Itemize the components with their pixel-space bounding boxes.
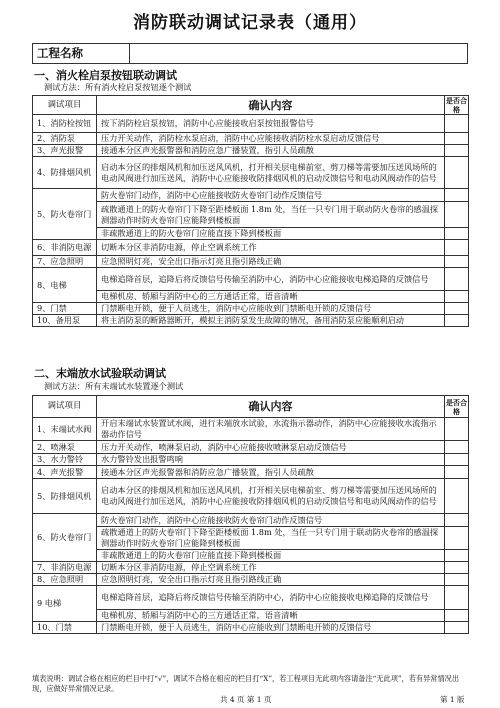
- pass-cell[interactable]: [445, 303, 469, 315]
- item-cell: 7、非消防电源: [33, 562, 97, 574]
- content-cell: 应急照明灯亮，安全出口指示灯亮且指引路线正确: [97, 256, 445, 268]
- item-cell: 2、消防泵: [33, 133, 97, 145]
- item-cell: 8、应急照明: [33, 574, 97, 586]
- item-cell: 7、应急照明: [33, 256, 97, 268]
- table-row: [33, 466, 469, 479]
- content-cell: 按下消防栓启泵按钮，消防中心应能接收启泵按钮报警信号: [97, 115, 445, 133]
- pass-cell[interactable]: [445, 145, 469, 157]
- content-cell: 非疏散通道上的防火卷帘门应能直接下降到楼板面: [97, 228, 445, 240]
- item-cell: 10、备用泵: [33, 315, 97, 327]
- table-row: [33, 315, 469, 327]
- pass-cell[interactable]: [445, 622, 469, 634]
- table-row: [33, 622, 469, 634]
- table-row: [33, 550, 469, 562]
- table-row: [33, 202, 469, 228]
- section1-table: [32, 95, 469, 327]
- pass-cell[interactable]: [445, 527, 469, 550]
- footnote: 填表说明：调试合格在相应的栏目中打“√”，调试不合格在相应的栏目打“X”，若工程项目无此项内容请备注“无此项”，若有异常情况出现，应做好异常情况记录。: [32, 674, 460, 693]
- pass-cell[interactable]: [445, 562, 469, 574]
- header-item: 调试项目: [33, 96, 97, 115]
- section1-heading: 一、消火栓启泵按钮联动调试: [34, 69, 177, 82]
- table-row: [33, 256, 469, 268]
- pass-cell[interactable]: [445, 441, 469, 454]
- content-cell: 接通本分区声光报警器和消防应急广播装置，指引人员疏散: [97, 145, 445, 157]
- table-row: [33, 479, 469, 514]
- table-row: [33, 145, 469, 157]
- pass-cell[interactable]: [445, 202, 469, 228]
- content-cell: 启动本分区的排烟风机和加压送风风机，打开相关层电梯前室、剪刀梯等需要加压送风场所的电动风阀进行加压送风，消防中心应能接收防排烟风机的启动反馈信号和电动风阀动作的信号: [97, 157, 445, 189]
- table-row: [33, 228, 469, 240]
- content-cell: 切断本分区非消防电源，停止空调系统工作: [97, 240, 445, 256]
- header-item: 调试项目: [33, 396, 97, 418]
- pass-cell[interactable]: [445, 228, 469, 240]
- table-row: [33, 157, 469, 189]
- content-cell: 水力警铃发出报警鸣响: [97, 454, 445, 466]
- pass-cell[interactable]: [445, 240, 469, 256]
- content-cell: 门禁断电开锁，便于人员逃生，消防中心应能收到门禁断电开锁的反馈信号: [97, 622, 445, 634]
- table-row: [33, 418, 469, 441]
- pass-cell[interactable]: [445, 610, 469, 622]
- content-cell: 电梯追降首层，追降后将反馈信号传输至消防中心，消防中心应能接收电梯追降的反馈信号: [97, 586, 445, 610]
- content-cell: 接通本分区声光报警器和消防应急广播装置，指引人员疏散: [97, 466, 445, 479]
- section2-method: 测试方法：所有末端试水装置逐个测试: [44, 381, 184, 391]
- project-label: 工程名称: [33, 44, 130, 64]
- item-cell: 10、门禁: [33, 622, 97, 634]
- pass-cell[interactable]: [445, 115, 469, 133]
- item-cell: 9 电梯: [33, 586, 97, 622]
- pass-cell[interactable]: [445, 418, 469, 441]
- pass-cell[interactable]: [445, 133, 469, 145]
- table-row: [33, 303, 469, 315]
- item-cell: 9、门禁: [33, 303, 97, 315]
- item-cell: 4、防排烟风机: [33, 157, 97, 189]
- content-cell: 电梯机房、轿厢与消防中心的三方通话正常，语音清晰: [97, 610, 445, 622]
- page-title: 消防联动调试记录表（通用）: [133, 13, 367, 33]
- item-cell: 6、防火卷帘门: [33, 514, 97, 562]
- project-table: [32, 43, 468, 64]
- header-pass: 是否合格: [446, 397, 467, 416]
- table-row: [33, 527, 469, 550]
- content-cell: 门禁断电开锁，便于人员逃生，消防中心应能收到门禁断电开锁的反馈信号: [97, 303, 445, 315]
- table-row: [33, 115, 469, 133]
- content-cell: 压力开关动作，消防栓水泵启动，消防中心应能接收消防栓水泵启动反馈信号: [97, 133, 445, 145]
- content-cell: 疏散通道上的防火卷帘门下降至距楼板面 1.8m 处，当任一只专门用于联动防火卷帘的感温探测器动作时防火卷帘门应能降到楼板面: [97, 202, 445, 228]
- section2-table: [32, 395, 469, 634]
- table-row: [33, 562, 469, 574]
- item-cell: 1、消防栓按钮: [33, 115, 97, 133]
- content-cell: 防火卷帘门动作，消防中心应能接收防火卷帘门动作反馈信号: [97, 514, 445, 527]
- item-cell: 2、喷淋泵: [33, 441, 97, 454]
- pass-cell[interactable]: [445, 466, 469, 479]
- table-row: [33, 586, 469, 610]
- project-value[interactable]: [130, 44, 468, 64]
- pass-cell[interactable]: [445, 315, 469, 327]
- content-cell: 疏散通道上的防火卷帘门下降至距楼板面 1.8m 处，当任一只专门用于联动防火卷帘的感温探测器动作时防火卷帘门应能降到楼板面: [97, 527, 445, 550]
- content-cell: 应急照明灯亮，安全出口指示灯亮且指引路线正确: [97, 574, 445, 586]
- item-cell: 4、声光报警: [33, 466, 97, 479]
- pass-cell[interactable]: [445, 514, 469, 527]
- table-row: [33, 514, 469, 527]
- table-row: [33, 189, 469, 202]
- content-cell: 电梯追降首层，追降后将反馈信号传输至消防中心，消防中心应能接收电梯追降的反馈信号: [97, 268, 445, 291]
- table-row: [33, 441, 469, 454]
- item-cell: 3、水力警铃: [33, 454, 97, 466]
- item-cell: 5、防排烟风机: [33, 479, 97, 514]
- table-row: [33, 291, 469, 303]
- item-cell: 5、防火卷帘门: [33, 189, 97, 240]
- content-cell: 切断本分区非消防电源，停止空调系统工作: [97, 562, 445, 574]
- item-cell: 8、电梯: [33, 268, 97, 303]
- table-row: [33, 240, 469, 256]
- pass-cell[interactable]: [445, 256, 469, 268]
- table-row: [33, 268, 469, 291]
- section1-method: 测试方法：所有消火栓启泵按钮逐个测试: [44, 82, 192, 92]
- pass-cell[interactable]: [445, 550, 469, 562]
- section2-heading: 二、末端放水试验联动调试: [34, 367, 166, 380]
- table-row: [33, 454, 469, 466]
- content-cell: 防火卷帘门动作，消防中心应能接收防火卷帘门动作反馈信号: [97, 189, 445, 202]
- content-cell: 电梯机房、轿厢与消防中心的三方通话正常，语音清晰: [97, 291, 445, 303]
- content-cell: 压力开关动作，喷淋泵启动，消防中心应能接收喷淋泵启动反馈信号: [97, 441, 445, 454]
- header-pass: 是否合格: [446, 96, 467, 114]
- pass-cell[interactable]: [445, 454, 469, 466]
- pass-cell[interactable]: [445, 291, 469, 303]
- pass-cell[interactable]: [445, 574, 469, 586]
- header-content: 确认内容: [97, 396, 445, 418]
- content-cell: 将主消防泵的断路器断开，模拟主消防泵发生故障的情况，备用消防泵应能顺利启动: [97, 315, 445, 327]
- pass-cell[interactable]: [445, 479, 469, 514]
- item-cell: 3、声光报警: [33, 145, 97, 157]
- table-row: [33, 133, 469, 145]
- content-cell: 非疏散通道上的防火卷帘门应能直接下降到楼板面: [97, 550, 445, 562]
- pass-cell[interactable]: [445, 268, 469, 291]
- item-cell: 1、末端试水阀: [33, 418, 97, 441]
- table-row: [33, 610, 469, 622]
- table-row: [33, 574, 469, 586]
- item-cell: 6、非消防电源: [33, 240, 97, 256]
- pass-cell[interactable]: [445, 189, 469, 202]
- content-cell: 开启末端试水装置试水阀，进行末端放水试验，水流指示器动作，消防中心应能接收水流指示器动作信号: [97, 418, 445, 441]
- header-content: 确认内容: [97, 96, 445, 115]
- content-cell: 启动本分区的排烟风机和加压送风风机，打开相关层电梯前室、剪刀梯等需要加压送风场所的电动风阀进行加压送风，消防中心应能接收防排烟风机的启动反馈信号和电动风阀动作的信号: [97, 479, 445, 514]
- pass-cell[interactable]: [445, 157, 469, 189]
- page-counter: 共 4 页 第 1 页: [220, 695, 272, 704]
- version-label: 第 1 版: [440, 695, 465, 704]
- pass-cell[interactable]: [445, 586, 469, 610]
